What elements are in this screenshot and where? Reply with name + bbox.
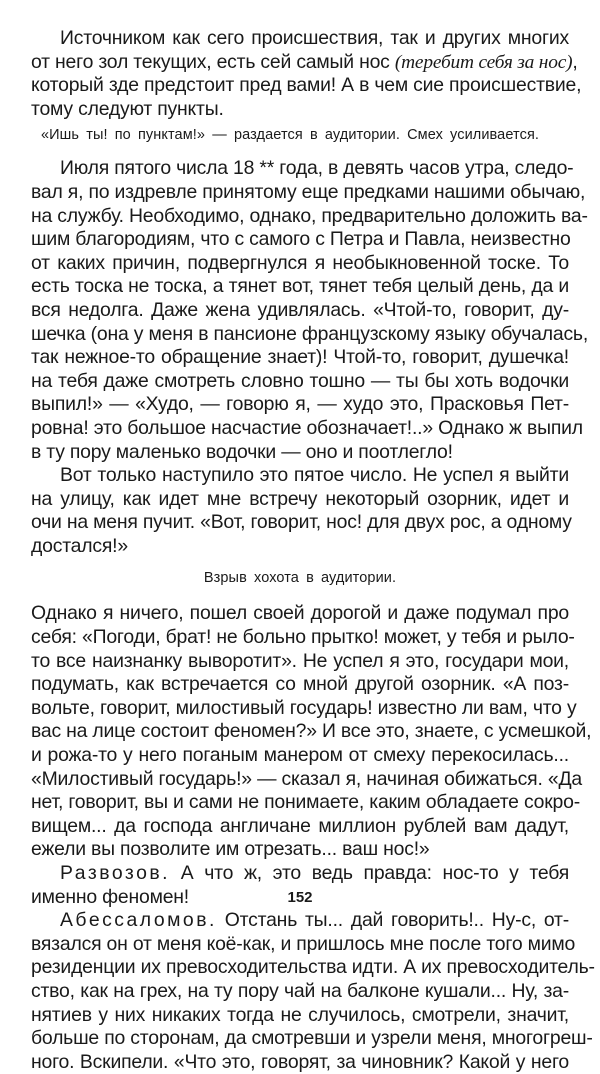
text-line: от каких причин, подвергнулся я необыкновенной тоске. То bbox=[31, 251, 569, 274]
text-line: в ту пору маленько водочки — оно и поотлегло! bbox=[31, 440, 453, 463]
text-line: Июля пятого числа 18 ** года, в девять часов утра, следо- bbox=[60, 157, 574, 180]
text-line: выпил!» — «Худо, — говорю я, — худо это, Прасковья Пет- bbox=[31, 393, 569, 416]
page-number: 152 bbox=[287, 889, 313, 906]
text-line: достался!» bbox=[31, 534, 128, 557]
text-line: на службу. Необходимо, однако, предварительно доложить ва- bbox=[31, 204, 588, 227]
text-fragment: А что ж, это ведь правда: нос-то у тебя bbox=[180, 862, 570, 884]
text-line: нет, говорит, вы и сами не понимаете, каким обладаете сокро- bbox=[31, 791, 580, 814]
text-line: шечка (она у меня в пансионе французскому языку обучалась, bbox=[31, 322, 589, 345]
text-line: резиденции их превосходительства идти. А их превосходитель- bbox=[31, 956, 595, 979]
text-line: больше по сторонам, да смотревши и узрели меня, многогреш- bbox=[31, 1027, 593, 1050]
text-line bbox=[31, 909, 569, 933]
text-line: есть тоска не тоска, а тянет вот, тянет тебя целый день, да и bbox=[31, 275, 569, 298]
text-line: «Милостивый государь!» — сказал я, начиная обижаться. «Да bbox=[31, 767, 582, 790]
text-line: который зде предстоит пред вами! А в чем сие происшествие, bbox=[31, 74, 582, 97]
text-line: себя: «Погоди, брат! не больно прытко! может, у тебя и рыло- bbox=[31, 626, 575, 649]
text-line: ровна! это большое насчастие обозначает!..» Однако ж выпил bbox=[31, 416, 583, 439]
speaker-name: Развозов. bbox=[60, 862, 171, 884]
text-line: вас на лице состоит феномен?» И все это, знаете, с усмешкой, bbox=[31, 720, 592, 743]
text-line: от него зол текущих, есть сей самый нос (теребит себя за нос), bbox=[31, 50, 578, 73]
text-line: шим благородиям, что с самого с Петра и Павла, неизвестно bbox=[31, 228, 571, 251]
italic-stage-remark: (теребит себя за нос) bbox=[394, 51, 573, 73]
text-line: на улицу, как идет мне встречу некоторый озорник, идет и bbox=[31, 487, 569, 510]
text-line: Вот только наступило это пятое число. Не успел я выйти bbox=[60, 464, 569, 487]
text-fragment: Отстань ты... дай говорить!.. Ну-с, от- bbox=[224, 909, 570, 932]
text-line: очи на меня пучит. «Вот, говорит, нос! для двух рос, а одному bbox=[31, 511, 572, 534]
paragraph bbox=[31, 602, 592, 862]
text-line: вся недолга. Даже жена удивлялась. «Чтой-то, говорит, ду- bbox=[31, 298, 569, 321]
text-line: вязался он от меня коё-как, и пришлось мне после того мимо bbox=[31, 932, 576, 955]
text-line bbox=[31, 862, 569, 886]
text-line: то все наизнанку выворотит». Не успел я это, государи мои, bbox=[31, 649, 569, 672]
stage-direction: «Ишь ты! по пунктам!» — раздается в аудитории. Смех усиливается. bbox=[41, 127, 540, 144]
text-line: и рожа-то у него поганым манером от смеху перекосилась... bbox=[31, 744, 569, 767]
text-line: ежели вы позволите им отрезать... ваш нос!» bbox=[31, 838, 430, 861]
text-line: тому следуют пункты. bbox=[31, 97, 224, 120]
text-line: вольте, говорит, милостивый государь! известно ли вам, что у bbox=[31, 696, 577, 719]
text-line: Источником как сего происшествия, так и других многих bbox=[60, 27, 569, 49]
paragraph bbox=[31, 464, 572, 558]
text-line: нятиев у них никаких тогда не случилось, смотрели, значит, bbox=[31, 1003, 569, 1026]
text-line: подумать, как встречается со мной другой озорник. «А поз- bbox=[31, 673, 569, 696]
text-line: вищем... да господа англичане миллион рублей вам дадут, bbox=[31, 814, 569, 837]
text-line: ного. Вскипели. «Что это, говорят, за чиновник? Какой у него bbox=[31, 1050, 569, 1073]
paragraph bbox=[31, 27, 582, 121]
text-fragment: от него зол текущих, есть сей самый нос bbox=[31, 50, 390, 73]
text-line: на тебя даже смотреть словно тошно — ты бы хоть водочки bbox=[31, 369, 569, 392]
text-line: Однако я ничего, пошел своей дорогой и даже подумал про bbox=[31, 602, 569, 625]
dialogue-abessalomov bbox=[31, 909, 595, 1074]
text-line: так нежное-то обращение знает)! Чтой-то, говорит, душечка! bbox=[31, 346, 569, 369]
speaker-name: Абессаломов. bbox=[60, 909, 217, 932]
text-line: именно феномен! bbox=[31, 885, 189, 908]
book-page bbox=[31, 27, 595, 1074]
text-line: ство, как на грех, на ту пору чай на балконе кушали... Ну, за- bbox=[31, 979, 569, 1002]
stage-direction: Взрыв хохота в аудитории. bbox=[203, 570, 397, 587]
paragraph bbox=[31, 157, 589, 464]
text-line: вал я, по издревле принятому еще предками нашими обычаю, bbox=[31, 180, 586, 203]
